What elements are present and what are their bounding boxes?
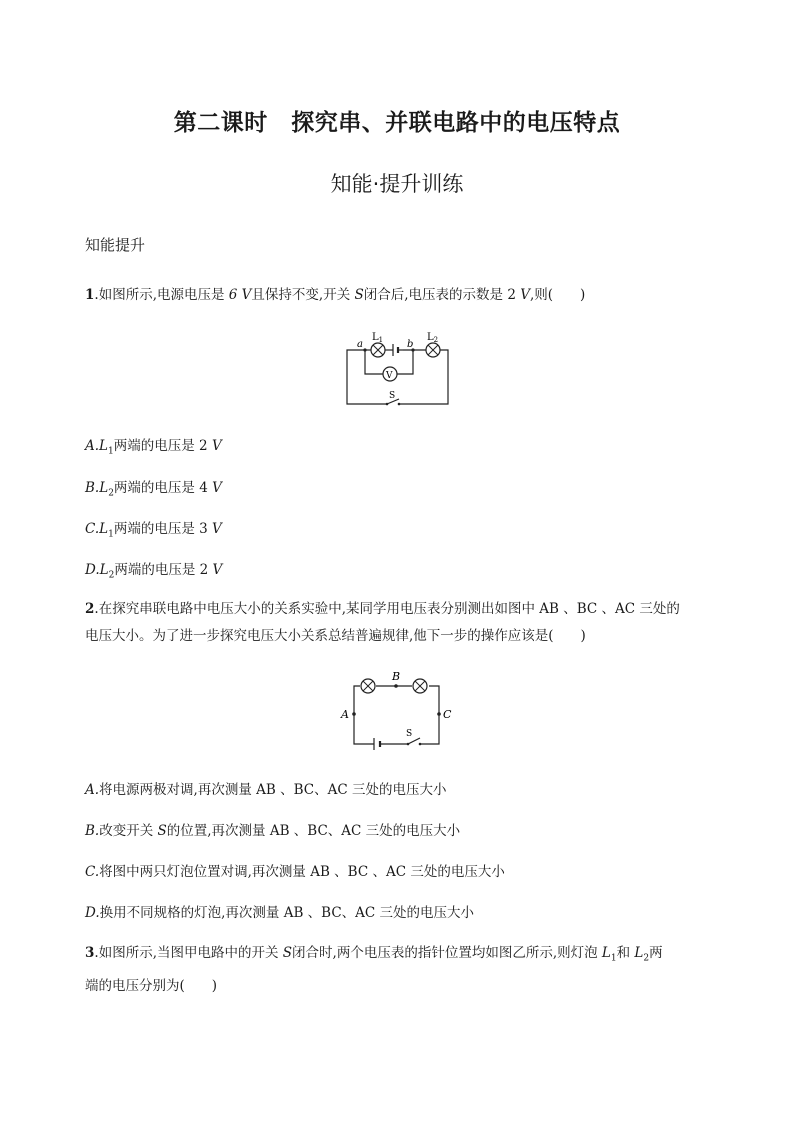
page-subtitle: 知能·提升训练 xyxy=(330,172,464,196)
circuit-diagram-2 xyxy=(338,668,458,750)
q2-option-b: B.改变开关 S的位置,再次测量 AB 、BC、AC 三处的电压大小 xyxy=(85,823,461,839)
q1-option-a: $A.L_1$两端的电压是 2 V xyxy=(85,438,222,457)
label-A: A xyxy=(341,708,349,721)
q2-option-d: D.换用不同规格的灯泡,再次测量 AB 、BC、AC 三处的电压大小 xyxy=(85,905,475,921)
q2-option-c: C.将图中两只灯泡位置对调,再次测量 AB 、BC 、AC 三处的电压大小 xyxy=(85,864,505,880)
section-heading: 知能提升 xyxy=(85,236,146,254)
label-L2: $L_2$ xyxy=(427,332,439,344)
question-1: 1.如图所示,电源电压是 6 V且保持不变,开关 S闭合后,电压表的示数是 2 V,则( ) xyxy=(85,287,586,303)
label-b: b xyxy=(407,339,414,350)
q1-option-c: $C.L_1$两端的电压是 3 V xyxy=(85,521,222,540)
question-number: 2 xyxy=(85,601,95,617)
q1-option-d: $D.L_2$两端的电压是 2 V xyxy=(85,562,223,581)
label-L1: $L_1$ xyxy=(372,332,384,344)
question-number: 3 xyxy=(85,945,95,961)
switch-label: S xyxy=(389,391,396,401)
question-3: 3.如图所示,当图甲电路中的开关 S闭合时,两个电压表的指针位置均如图乙所示,则灯泡 $L_1$和 $L_2$两 端的电压分别为( ) xyxy=(85,945,663,994)
switch-label: S xyxy=(406,729,413,739)
q2-option-a: A.将电源两极对调,再次测量 AB 、BC、AC 三处的电压大小 xyxy=(85,782,447,798)
label-B: B xyxy=(392,670,401,683)
label-C: C xyxy=(443,708,452,721)
voltmeter-label: V xyxy=(386,371,393,381)
question-2: 2.在探究串联电路中电压大小的关系实验中,某同学用电压表分别测出如图中 AB 、BC 、AC 三处的 电压大小。为了进一步探究电压大小关系总结普遍规律,他下一步的操作应该是( ) xyxy=(85,601,680,644)
question-number: 1 xyxy=(85,287,95,303)
page-title: 第二课时 探究串、并联电路中的电压特点 xyxy=(173,110,621,136)
q1-option-b: $B.L_2$两端的电压是 4 V xyxy=(85,480,222,499)
circuit-diagram-1 xyxy=(335,328,465,410)
label-a: a xyxy=(357,339,363,350)
